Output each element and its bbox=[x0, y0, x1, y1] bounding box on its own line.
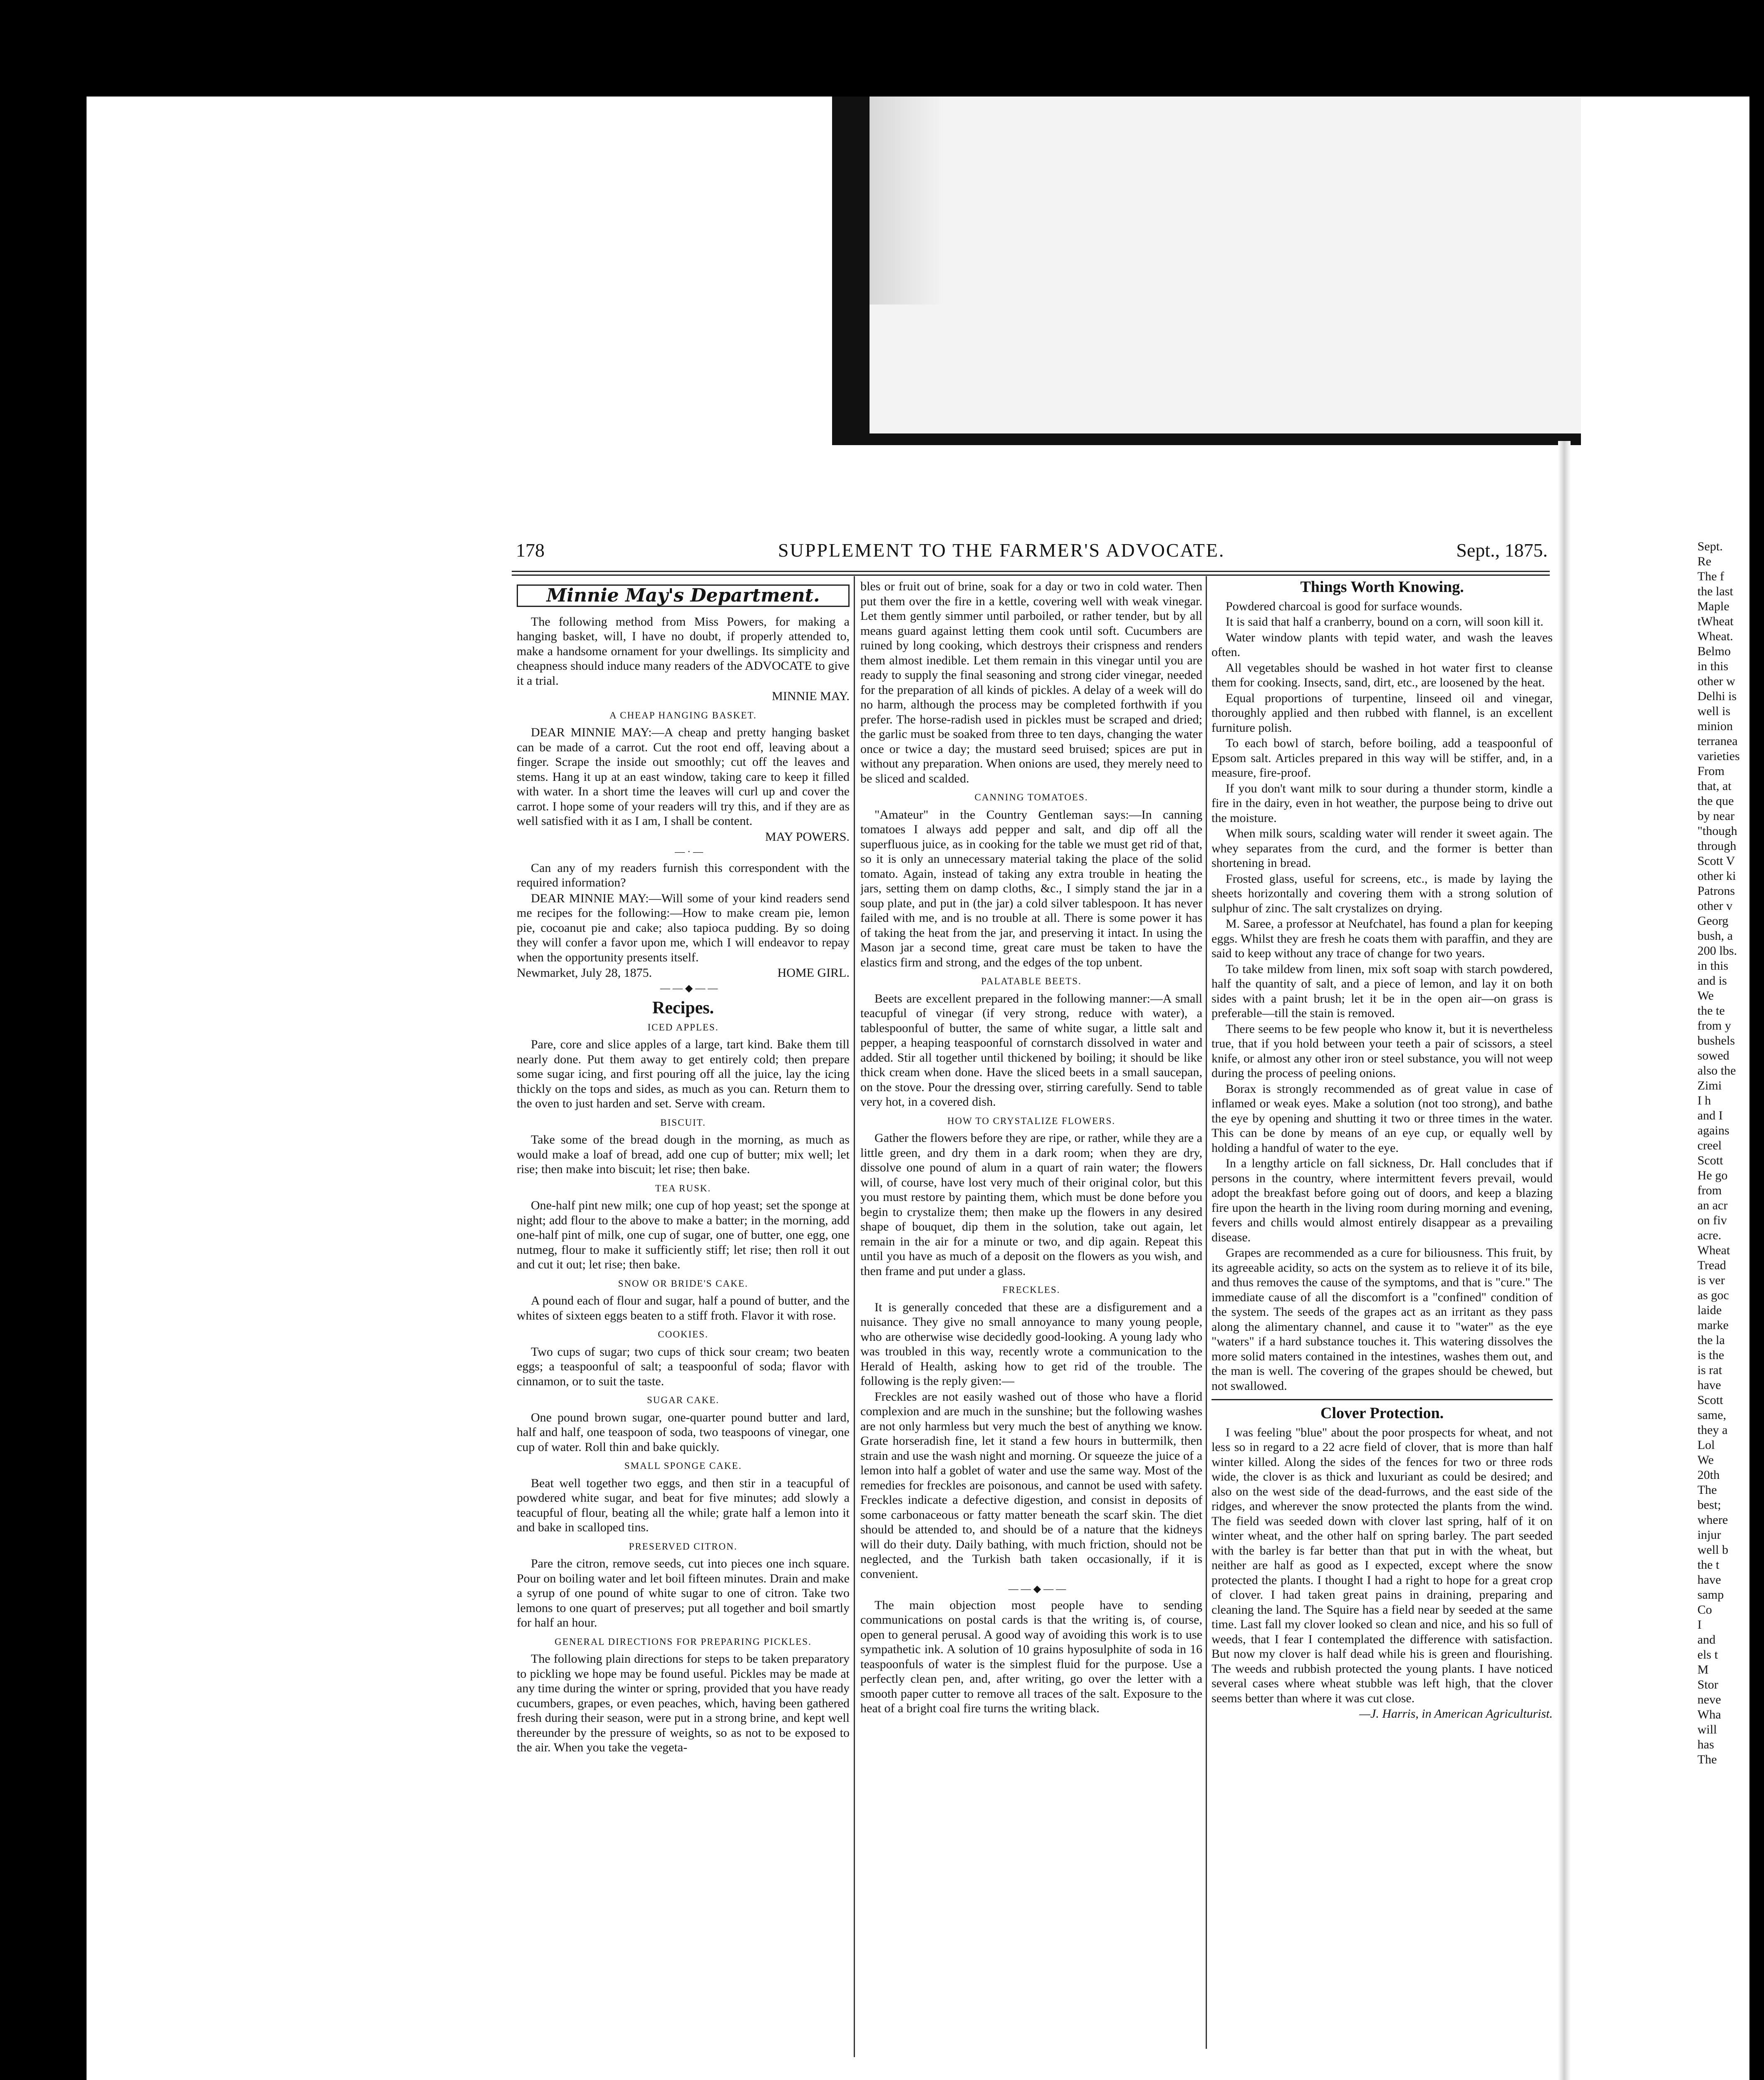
divider-ornament: —·— bbox=[675, 847, 706, 857]
paragraph: I was feeling "blue" about the poor prospects for wheat, and not less so in regard to a 22 acre field of clover, that is more than half winter killed. Along the sides of the fences for two or three rods wide, the clover is as thick and luxuriant as could be desired; and also on the west side of the dead-furrows, and the east side of the ridges, and wherever the snow protected the plants from the wind. The field was seeded down with clover last spring, half of it on winter wheat, and the other half on spring barley. The part seeded with the barley is far better than that put in with the wheat, but neither are half as good as I expected, except where the snow protected the plants. I thought I had a right to hope for a great crop of clover. I had taken great pains in draining, preparing and cleaning the land. The Squire has a field near by seeded at the same time. Last fall my clover looked so clean and nice, and his so full of weeds, that I fear I contemplated the difference with satisfaction. But now my clover is half dead while his is green and flourishing. The weeds and rubbish protected the young plants. I have noticed several cases where wheat stubble was left high, that the clover seems better than where it was cut close. bbox=[1212, 1425, 1553, 1705]
fragment-line: Wheat. bbox=[1697, 629, 1733, 643]
page-title: SUPPLEMENT TO THE FARMER'S ADVOCATE. bbox=[778, 540, 1225, 561]
column-2 bbox=[860, 579, 1202, 2060]
fragment-line: and is bbox=[1697, 974, 1727, 988]
fragment-line: Wheat bbox=[1697, 1243, 1730, 1257]
recipe-heading: ICED APPLES. bbox=[647, 1022, 719, 1033]
tip: M. Saree, a professor at Neufchatel, has found a plan for keeping eggs. Whilst they are fresh he coats them with paraffin, and they are said to keep without any trace of change for two years. bbox=[1212, 917, 1553, 960]
fragment-line: best; bbox=[1697, 1498, 1721, 1512]
fragment-line: the t bbox=[1697, 1558, 1719, 1572]
page-date: Sept., 1875. bbox=[1456, 540, 1548, 561]
recipe-heading: COOKIES. bbox=[658, 1329, 709, 1340]
scan-border-left bbox=[0, 0, 87, 2080]
fragment-line: and I bbox=[1697, 1109, 1723, 1122]
recipe-text: One-half pint new milk; one cup of hop yeast; set the sponge at night; add flour to the above to make a batter; in the morning, add one-half pint of milk, one cup of sugar, one of butter, one egg, one nutmeg, flour to make it sufficiently stiff; let rise; then roll it out and cut it out; let rise; then bake. bbox=[517, 1198, 850, 1271]
fragment-line: other w bbox=[1697, 674, 1735, 688]
fragment-line: Delhi is bbox=[1697, 689, 1737, 703]
fragment-line: acre. bbox=[1697, 1228, 1722, 1242]
fragment-line: is ver bbox=[1697, 1273, 1725, 1287]
fragment-line: Maple bbox=[1697, 599, 1729, 613]
page-number: 178 bbox=[516, 540, 545, 561]
fragment-line: injur bbox=[1697, 1528, 1721, 1542]
fragment-line: terranea bbox=[1697, 734, 1738, 748]
recipe-text: Beat well together two eggs, and then stir in a teacupful of powdered white sugar, and beat for five minutes; add slowly a teacupful of flour, beating all the while; grate half a lemon into it and bake in scalloped tins. bbox=[517, 1476, 850, 1534]
divider-ornament: ——◆—— bbox=[660, 983, 721, 994]
fragment-line: same, bbox=[1697, 1408, 1727, 1422]
fragment-line: on fiv bbox=[1697, 1213, 1727, 1227]
recipe-text: Pare, core and slice apples of a large, tart kind. Bake them till nearly done. Put them away to get entirely cold; then prepare some sugar icing, and first pouring off all the juice, lay the icing thickly on the tops and sides, as much as you can. Return them to the oven to just harden and set. Serve with cream. bbox=[517, 1038, 850, 1110]
overlapping-page-fragment bbox=[870, 97, 1581, 433]
fragment-line: From bbox=[1697, 764, 1725, 778]
recipe-text: One pound brown sugar, one-quarter pound butter and lard, half and half, one teaspoon of soda, two teaspoons of vinegar, one cup of water. Roll thin and bake quickly. bbox=[517, 1410, 850, 1454]
fragment-line: have bbox=[1697, 1573, 1721, 1587]
recipe-text: Pare the citron, remove seeds, cut into pieces one inch square. Pour on boiling water and let boil fifteen minutes. Drain and make a syrup of one pound of white sugar to one of citron. Take two lemons to one quart of preserves; put all together and boil smartly for half an hour. bbox=[517, 1557, 850, 1629]
fragment-line: We bbox=[1697, 1453, 1714, 1467]
fragment-line: Stor bbox=[1697, 1678, 1719, 1691]
fragment-line: "though bbox=[1697, 824, 1737, 838]
tip: There seems to be few people who know it, but it is nevertheless true, that if you hold between your teeth a pair of scissors, a steel knife, or almost any other iron or steel substance, you will not weep during the process of peeling onions. bbox=[1212, 1022, 1553, 1080]
fragment-line: Patrons bbox=[1697, 884, 1735, 898]
tip: To take mildew from linen, mix soft soap with starch powdered, half the quantity of salt, and a piece of lemon, and lay it on both sides with a paint brush; let it be in the open air—on grass is preferable—till the stain is removed. bbox=[1212, 962, 1553, 1020]
tip: All vegetables should be washed in hot water first to cleanse them for cooking. Insects, sand, dirt, etc., are loosened by the heat. bbox=[1212, 661, 1553, 689]
page-fold-edge bbox=[1558, 441, 1571, 2080]
section-rule bbox=[1212, 1399, 1553, 1400]
fragment-line: other v bbox=[1697, 899, 1733, 913]
fragment-line: is the bbox=[1697, 1348, 1724, 1362]
fragment-line: Co bbox=[1697, 1603, 1712, 1617]
tip: If you don't want milk to sour during a thunder storm, kindle a fire in the dairy, even in hot weather, the purpose being to drive out the moisture. bbox=[1212, 781, 1553, 825]
fragment-line: the la bbox=[1697, 1333, 1725, 1347]
fragment-line: varieties bbox=[1697, 749, 1740, 763]
recipe-text: Beets are excellent prepared in the following manner:—A small teacupful of vinegar (if very strong, reduce with water), a tablespoonful of butter, the same of white sugar, a little salt and pepper, a heaping teaspoonful of cornstarch dissolved in water and added. Stir all together until thickened by boiling; it should be like thick cream when done. Have the sliced beets in a small saucepan, on the stove. Pour the dressing over, stirring carefully. Send to table very hot, in a covered dish. bbox=[860, 991, 1202, 1109]
divider-ornament: ——◆—— bbox=[1008, 1584, 1069, 1595]
fragment-line: samp bbox=[1697, 1588, 1724, 1602]
fragment-line: well is bbox=[1697, 704, 1731, 718]
tip: Water window plants with tepid water, and wash the leaves often. bbox=[1212, 630, 1553, 659]
recipe-text: Gather the flowers before they are ripe, or rather, while they are a little green, and dry them in a dark room; when they are dry, dissolve one pound of alum in a quart of rain water; the flowers will, of course, have lost very much of their original color, but this you must restore by painting them, which must be done before you begin to crystalize them; then make up the flowers in any desired shape of bouquet, dip them in the solution, take out again, let remain in the air for a minute or two, and dip again. Repeat this until you have as much of a deposit on the flowers as you wish, and then frame and put under a glass. bbox=[860, 1131, 1202, 1278]
fragment-line: 20th bbox=[1697, 1468, 1720, 1482]
intro-paragraph: The following method from Miss Powers, for making a hanging basket, will, I have no doubt, if properly attended to, make a handsome ornament for your dwellings. Its simplicity and cheapness should induce many readers of the ADVOCATE to give it a trial. bbox=[517, 614, 850, 688]
fragment-line: Wha bbox=[1697, 1708, 1721, 1721]
fragment-line: We bbox=[1697, 989, 1714, 1003]
fragment-line: has bbox=[1697, 1738, 1714, 1751]
fragment-line: minion bbox=[1697, 719, 1733, 733]
fragment-line: have bbox=[1697, 1378, 1721, 1392]
fragment-line: neve bbox=[1697, 1693, 1721, 1706]
fragment-line: Re bbox=[1697, 555, 1712, 568]
fragment-line: The f bbox=[1697, 570, 1724, 583]
recipe-text: Two cups of sugar; two cups of thick sour cream; two beaten eggs; a teaspoonful of salt; a teaspoonful of soda; flavor with cinnamon, or to suit the taste. bbox=[517, 1345, 850, 1388]
fragment-line: they a bbox=[1697, 1423, 1728, 1437]
fragment-line: is rat bbox=[1697, 1363, 1722, 1377]
fragment-line: 200 lbs. bbox=[1697, 944, 1737, 958]
recipe-text: The following plain directions for steps to be taken preparatory to pickling we hope may be found useful. Pickles may be made at any time during the winter or spring, provided that you have ready cucumbers, grapes, or even peaches, which, having been gathered fresh during their season, were put in a strong brine, and kept well thereunder by the pressure of weights, so as not to be exposed to the air. When you take the vegeta- bbox=[517, 1652, 850, 1754]
tip: Grapes are recommended as a cure for biliousness. This fruit, by its agreeable acidity, so acts on the system as to relieve it of its bile, and thus removes the cause of the symptoms, and that is "cure." The immediate cause of all the discomfort is a "confined" condition of the system. The seeds of the grapes act as an irritant as they pass along the alimentary channel, and cause it to "water" as the eye "waters" if a hard substance touches it. This watering dissolves the more solid maters contained in the intestines, washes them out, and the man is well. The covering of the grapes should be chewed, but not swallowed. bbox=[1212, 1246, 1553, 1393]
section-heading: A CHEAP HANGING BASKET. bbox=[609, 710, 757, 721]
fragment-line: by near bbox=[1697, 809, 1735, 823]
signature: MINNIE MAY. bbox=[772, 689, 850, 703]
fragment-line: also the bbox=[1697, 1064, 1736, 1077]
fragment-line: creel bbox=[1697, 1139, 1722, 1152]
recipe-text: Take some of the bread dough in the morning, as much as would make a loaf of bread, add one cup of butter; mix well; let rise; then make into biscuit; let rise; then bake. bbox=[517, 1133, 850, 1176]
fragment-line: from y bbox=[1697, 1019, 1731, 1033]
fragment-line: Scott bbox=[1697, 1154, 1723, 1167]
tip: When milk sours, scalding water will render it sweet again. The whey separates from the curd, and the former is better than shortening in bread. bbox=[1212, 827, 1553, 870]
fragment-line: laide bbox=[1697, 1303, 1722, 1317]
fragment-line: Sept. bbox=[1697, 540, 1723, 553]
fragment-line: The bbox=[1697, 1753, 1717, 1766]
tip: It is said that half a cranberry, bound on a corn, will soon kill it. bbox=[1226, 615, 1544, 629]
recipe-text: A pound each of flour and sugar, half a pound of butter, and the whites of sixteen eggs beaten to a stiff froth. Flavor it with rose. bbox=[517, 1294, 850, 1322]
tip: Borax is strongly recommended as of great value in case of inflamed or weak eyes. Make a solution (not too strong), and bathe the eye by opening and shutting it two or three times in the water. This can be done by means of an eye cup, or equally well by holding a handful of water to the eye. bbox=[1212, 1082, 1553, 1155]
fragment-line: from bbox=[1697, 1184, 1722, 1197]
fragment-line: I bbox=[1697, 1618, 1702, 1632]
fragment-line: as goc bbox=[1697, 1288, 1729, 1302]
fragment-line: well b bbox=[1697, 1543, 1729, 1557]
fragment-line: other ki bbox=[1697, 869, 1736, 883]
place-date: Newmarket, July 28, 1875. bbox=[517, 966, 652, 980]
fragment-line: will bbox=[1697, 1723, 1717, 1736]
recipe-heading: SUGAR CAKE. bbox=[647, 1395, 720, 1405]
page-header bbox=[516, 539, 1548, 564]
fragment-line: in this bbox=[1697, 659, 1729, 673]
fragment-line: that, at bbox=[1697, 779, 1732, 793]
fragment-line: the que bbox=[1697, 794, 1734, 808]
fragment-line: M bbox=[1697, 1663, 1709, 1676]
fragment-line: sowed bbox=[1697, 1049, 1729, 1062]
fragment-line: the te bbox=[1697, 1004, 1725, 1018]
next-page-fragment bbox=[1697, 539, 1749, 2080]
recipe-heading: SMALL SPONGE CAKE. bbox=[624, 1461, 742, 1471]
recipe-text: "Amateur" in the Country Gentleman says:—In canning tomatoes I always add pepper and salt, and dip off all the superfluous juice, as in cooking for the table we must get rid of that, so it is only an unnecessary material taking the place of the solid tomato. Again, instead of taking any extra trouble in heating the jars, setting them on damp cloths, &c., I simply stand the jar in a soup plate, and put in (the jar) a cold silver tablespoon. It has never failed with me, and is no trouble at all. There is some power it has of taking the heat from the jar, and preserving it intact. In using the Mason jar a second time, great care must be taken to have the elastics firm and strong, and the edges of the top unbent. bbox=[860, 807, 1202, 969]
fragment-line: Zimi bbox=[1697, 1079, 1722, 1092]
tip: Powdered charcoal is good for surface wounds. bbox=[1226, 599, 1462, 613]
fragment-line: Scott bbox=[1697, 1393, 1723, 1407]
fragment-line: an acr bbox=[1697, 1198, 1728, 1212]
header-rule bbox=[512, 571, 1550, 576]
recipe-heading: BISCUIT. bbox=[660, 1117, 706, 1128]
fragment-line: Lol bbox=[1697, 1438, 1715, 1452]
department-title: Minnie May's Department. bbox=[517, 584, 850, 607]
paragraph: It is generally conceded that these are a disfigurement and a nuisance. They give no small annoyance to many young people, who are otherwise wise decidedly good-looking. A young lady who was troubled in this way, recently wrote a communication to the Herald of Health, asking how to get rid of the trouble. The following is the reply given:— bbox=[860, 1300, 1202, 1388]
recipe-heading: CANNING TOMATOES. bbox=[974, 792, 1088, 802]
recipes-heading: Recipes. bbox=[652, 998, 714, 1018]
paragraph: bles or fruit out of brine, soak for a day or two in cold water. Then put them over the fire in a kettle, covering well with weak vinegar. Let them gently simmer until parboiled, or rather tender, but by all means guard against letting them cook until soft. Cucumbers are ruined by long cooking, which destroys their crispness and renders them almost inedible. Let them remain in this vinegar until you are ready to supply the final seasoning and strong cider vinegar, needed for the preparation of all kinds of pickles. A delay of a week will do no harm, although the process may be completed forthwith if you prefer. The horse-radish used in pickles must be scraped and dried; the garlic must be soaked from three to ten days, changing the water once or twice a day; the mustard seed bruised; spices are put in without any preparation. When onions are used, they merely need to be sliced and scalded. bbox=[860, 579, 1202, 785]
fragment-line: Tread bbox=[1697, 1258, 1726, 1272]
fragment-line: in this bbox=[1697, 959, 1729, 973]
paragraph: The main objection most people have to sending communications on postal cards is that the writing is, of course, open to general perusal. A good way of avoiding this work is to use sympathetic ink. A solution of 10 grains hyposulphite of soda in 16 teaspoonfuls of water is the simplest fluid for the purpose. Use a perfectly clean pen, and, after writing, go over the letter with a smooth paper cutter to remove all traces of the salt. Exposure to the heat of a bright coal fire turns the writing black. bbox=[860, 1598, 1202, 1715]
fragment-line: Scott V bbox=[1697, 854, 1735, 868]
fragment-line: tWheat bbox=[1697, 614, 1734, 628]
fragment-line: The bbox=[1697, 1483, 1717, 1497]
tip: To each bowl of starch, before boiling, add a teaspoonful of Epsom salt. Articles prepared in this way will be stiffer, and, in a measure, fire-proof. bbox=[1212, 736, 1553, 780]
tip: Equal proportions of turpentine, linseed oil and vinegar, thoroughly applied and then rubbed with flannel, is an excellent furniture polish. bbox=[1212, 691, 1553, 735]
fragment-line: I h bbox=[1697, 1094, 1711, 1107]
recipe-heading: GENERAL DIRECTIONS FOR PREPARING PICKLES. bbox=[555, 1636, 812, 1647]
fragment-line: the last bbox=[1697, 584, 1733, 598]
fragment-line: marke bbox=[1697, 1318, 1729, 1332]
scan-border-top bbox=[0, 0, 1764, 97]
scan-border-right bbox=[1749, 0, 1764, 2080]
recipe-heading: SNOW OR BRIDE'S CAKE. bbox=[618, 1278, 748, 1289]
signature: HOME GIRL. bbox=[777, 966, 850, 980]
overlapping-page-shade bbox=[870, 97, 944, 305]
recipe-heading: PRESERVED CITRON. bbox=[629, 1541, 738, 1552]
clover-protection-heading: Clover Protection. bbox=[1320, 1404, 1444, 1422]
signature: MAY POWERS. bbox=[765, 830, 850, 844]
recipe-heading: TEA RUSK. bbox=[655, 1183, 711, 1194]
fragment-line: bushels bbox=[1697, 1034, 1735, 1047]
fragment-line: agains bbox=[1697, 1124, 1729, 1137]
paragraph: DEAR MINNIE MAY:—A cheap and pretty hanging basket can be made of a carrot. Cut the root end off, leaving about a finger. Scrape the inside out smoothly; cut off the leaves and stems. Hang it up at an east window, taking care to keep it filled with water. In a short time the leaves will curl up and cover the carrot. I hope some of your readers will try this, and if they are as well satisfied with it as I am, I shall be content. bbox=[517, 726, 850, 828]
column-1 bbox=[517, 584, 850, 2080]
column-rule bbox=[854, 576, 855, 2057]
recipe-heading: HOW TO CRYSTALIZE FLOWERS. bbox=[947, 1115, 1116, 1126]
fragment-line: bush, a bbox=[1697, 929, 1733, 943]
attribution: —J. Harris, in American Agriculturist. bbox=[1359, 1707, 1553, 1721]
paragraph: Can any of my readers furnish this correspondent with the required information? bbox=[517, 861, 850, 889]
fragment-line: Georg bbox=[1697, 914, 1729, 928]
paragraph: DEAR MINNIE MAY:—Will some of your kind readers send me recipes for the following:—How to make cream pie, lemon pie, cocoanut pie and cake; also tapioca pudding. By so doing they will confer a favor upon me, which I will endeavor to repay when the opportunity presents itself. bbox=[517, 891, 850, 964]
fragment-line: Belmo bbox=[1697, 644, 1731, 658]
fragment-line: where bbox=[1697, 1513, 1728, 1527]
fragment-line: He go bbox=[1697, 1169, 1728, 1182]
recipe-heading: FRECKLES. bbox=[1002, 1285, 1060, 1295]
paragraph: Freckles are not easily washed out of those who have a florid complexion and are much in the sunshine; but the following washes are not only harmless but very much the best of anything we know. Grate horseradish fine, let it stand a few hours in buttermilk, then strain and use the wash night and morning. Or squeeze the juice of a lemon into half a goblet of water and use the same way. Most of the remedies for freckles are poisonous, and cannot be used with safety. Freckles indicate a defective digestion, and consist in deposits of some carbonaceous or fatty matter beneath the scarf skin. The diet should be attended to, and should be of a nature that the kidneys will do their duty. Daily bathing, with much friction, should not be neglected, and the Turkish bath taken occasionally, if it is convenient. bbox=[860, 1389, 1202, 1581]
fragment-line: and bbox=[1697, 1633, 1716, 1647]
recipe-heading: PALATABLE BEETS. bbox=[981, 976, 1082, 986]
things-worth-knowing-heading: Things Worth Knowing. bbox=[1300, 579, 1464, 596]
fragment-line: through bbox=[1697, 839, 1737, 853]
tip: In a lengthy article on fall sickness, Dr. Hall concludes that if persons in the country, where intermittent fevers prevail, would adopt the breakfast before going out of doors, and keep a blazing fire upon the hearth in the living room during morning and evening, fevers and chills would almost entirely disappear as a prevailing disease. bbox=[1212, 1156, 1553, 1244]
column-3 bbox=[1212, 579, 1553, 2052]
tip: Frosted glass, useful for screens, etc., is made by laying the sheets horizontally and covering them with a strong solution of sulphur of zinc. The salt crystalizes on drying. bbox=[1212, 872, 1553, 915]
dateline bbox=[517, 966, 850, 981]
fragment-line: els t bbox=[1697, 1648, 1718, 1662]
column-rule bbox=[1206, 576, 1207, 2049]
